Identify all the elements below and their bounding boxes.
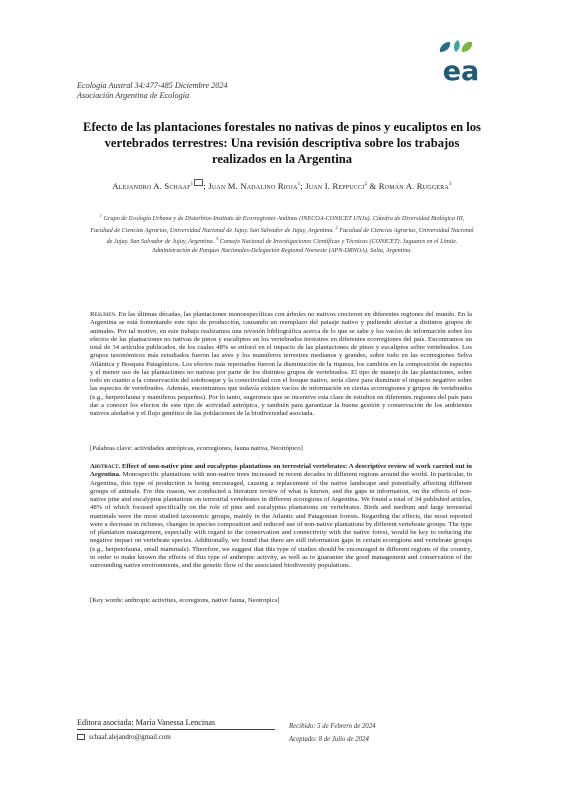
abstract-paragraph bbox=[90, 463, 472, 570]
journal-citation: Ecología Austral 34:477-485 Diciembre 2024 bbox=[77, 81, 228, 90]
author-3: ; Juan I. Reppucci bbox=[300, 180, 365, 191]
logo-leaf-right bbox=[462, 42, 472, 52]
affil-2-marker: 2 bbox=[335, 224, 338, 230]
affiliations bbox=[90, 212, 474, 256]
journal-logo bbox=[436, 38, 486, 84]
mail-icon bbox=[77, 734, 85, 740]
abstract-label: Abstract. bbox=[90, 463, 121, 470]
envelope-icon bbox=[194, 179, 203, 186]
journal-publisher: Asociación Argentina de Ecología bbox=[77, 91, 190, 101]
received-date: Recibido: 5 de Febrero de 2024 bbox=[289, 723, 376, 730]
logo-leaves-icon bbox=[436, 38, 486, 84]
footer-divider bbox=[77, 729, 275, 730]
author-1: Alejandro A. Schaaf bbox=[112, 180, 191, 191]
author-2-affil: 1 bbox=[297, 182, 301, 187]
resumen-paragraph bbox=[90, 311, 472, 418]
abstract-text: Monospecific plantations with non-native trees increased in recent decades in different regions around the world. In particular, in Argentina, this type of production is being encouraged, causing a replacement of the native landscape and potentially affecting different groups of animals. For this reason, we conducted a literature review of what is known, and the gaps in information, on the effects of non-native pine and eucalyptus plantations on terrestrial vertebrates in different ecoregions of Argentina. We found a total of 34 published articles, 48% of which focused specifically on the role of pine and eucalyptus plantations on vertebrates. Birds and medium and large terrestrial mammals were the most studied taxonomic groups, mainly in the Atlantic and Patagonian forests. Regarding the effects, the most reported were a decrease in richness, changes in species composition and reduced use of non-native plantations by different vertebrate groups. The type of plantation management, especially with regard to the conservation and connectivity with the native forest, would be key to reducing the negative impact on vertebrate species. Additionally, we found that there are still information gaps in certain ecoregions and vertebrate groups (e.g., herpetofauna, small mammals). Therefore, we suggest that this type of studies should be encouraged in different regions of the country, in order to make known the effects of this type of anthropic activity, as well as to guarantee the good management and conservation of the surrounding native environments, and the genetic flow of the associated biodiversity populations. bbox=[90, 471, 472, 569]
accepted-date: Aceptado: 8 de Julio de 2024 bbox=[289, 736, 369, 743]
key-words: [Key words: anthropic activities, ecoregions, native fauna, Neotropics] bbox=[90, 597, 280, 604]
dates bbox=[289, 720, 376, 746]
author-1-affil: 1 bbox=[190, 182, 194, 187]
abstract-english-title: Effect of non-native pine and eucalyptus plantations on terrestrial vertebrates: A descriptive review of work carried out in Argentina. bbox=[90, 463, 472, 479]
affil-3: Consejo Nacional de Investigaciones Científicas y Técnicas (CONICET). Jaguares en el Límite. Administración de Parques Nacionales-Delegación Regional Noroeste (APN-DRNOA). Salta, Argentina. bbox=[152, 238, 458, 254]
article-title: Efecto de las plantaciones forestales no nativas de pinos y eucaliptos en los vertebrados terrestres: Una revisión descriptiva sobre los trabajos realizados en la Argentina bbox=[83, 120, 481, 167]
journal-info bbox=[77, 81, 228, 102]
corresponding-email bbox=[77, 733, 171, 741]
author-2: ; Juan M. Nadalino Rioja bbox=[203, 180, 298, 191]
resumen-text: En las últimas décadas, las plantaciones monoespecíficas con árboles no nativos crecieron en diferentes regiones del mundo. En la Argentina se está fomentando este tipo de producción, causando un reemplazo del paisaje nativo y pudiendo afectar a distintos grupos de animales. Por tal motivo, en este trabajo realizamos una revisión bibliográfica acerca de lo que se sabe y los vacíos de información sobre los efectos de las plantaciones no nativas de pinos y eucaliptos en los vertebrados terrestres en diferentes ecorregiones del país. Encontramos un total de 34 artículos publicados, de los cuales 48% se enfocó en el impacto de las plantaciones de pinos y eucaliptos sobre vertebrados. Los grupos taxonómicos más estudiados fueron las aves y los mamíferos terrestres medianos y grandes, sobre todo en las ecorregiones Selva Atlántica y Bosques Patagónicos. Los efectos más reportados fueron la disminución de la riqueza, los cambios en la composición de especies y el menor uso de las plantaciones no nativas por parte de los distintos grupos de vertebrados. El tipo de manejo de las plantaciones, sobre todo en cuanto a la conservación del sotobosque y la conectividad con el bosque nativo, sería clave para disminuir el impacto negativo sobre las especies de vertebrados. Además, encontramos que todavía existen vacíos de información en ciertas ecorregiones y grupos de vertebrados (e.g., herpetofauna y mamíferos pequeños). Por lo tanto, sugerimos que se incentive esta clase de estudios en diferentes regiones del país para dar a conocer los efectos de este tipo de actividad antrópica, y también para garantizar la buena gestión y conservación de los ambientes nativos aledaños y el flujo genético de las poblaciones de la biodiversidad asociada. bbox=[90, 311, 472, 417]
affil-2: Facultad de Ciencias Agrarias, Universidad Nacional de Jujuy. San Salvador de Jujuy, Argentina. bbox=[106, 226, 474, 246]
palabras-clave: [Palabras clave: actividades antrópicas, ecorregiones, fauna nativa, Neotrópico] bbox=[90, 445, 303, 452]
author-3-affil: 2 bbox=[364, 182, 368, 187]
affil-1: Grupo de Ecología Urbana y de Disturbios-Instituto de Ecorregiones Andinas (INECOA-CONICET UNJu). Cátedra de Diversidad Biológica III, Facultad de Ciencias Agrarias, Universidad Nacional de Jujuy. San Salvador de Jujuy, Argentina. bbox=[90, 215, 465, 234]
affil-1-marker: 1 bbox=[99, 213, 102, 218]
affil-3-marker: 3 bbox=[215, 236, 219, 242]
author-list bbox=[77, 178, 487, 193]
author-4-affil: 3 bbox=[448, 182, 452, 187]
logo-leaf-middle bbox=[454, 40, 460, 52]
resumen-label: Resumen. bbox=[90, 311, 117, 318]
author-4: & Román A. Ruggera bbox=[367, 180, 449, 191]
associate-editor: Editora asociada: María Vanessa Lencinas bbox=[77, 718, 216, 727]
logo-leaf-left bbox=[440, 42, 450, 52]
logo-text: ea bbox=[442, 56, 480, 84]
email-address: schaaf.alejandro@gmail.com bbox=[89, 733, 171, 741]
